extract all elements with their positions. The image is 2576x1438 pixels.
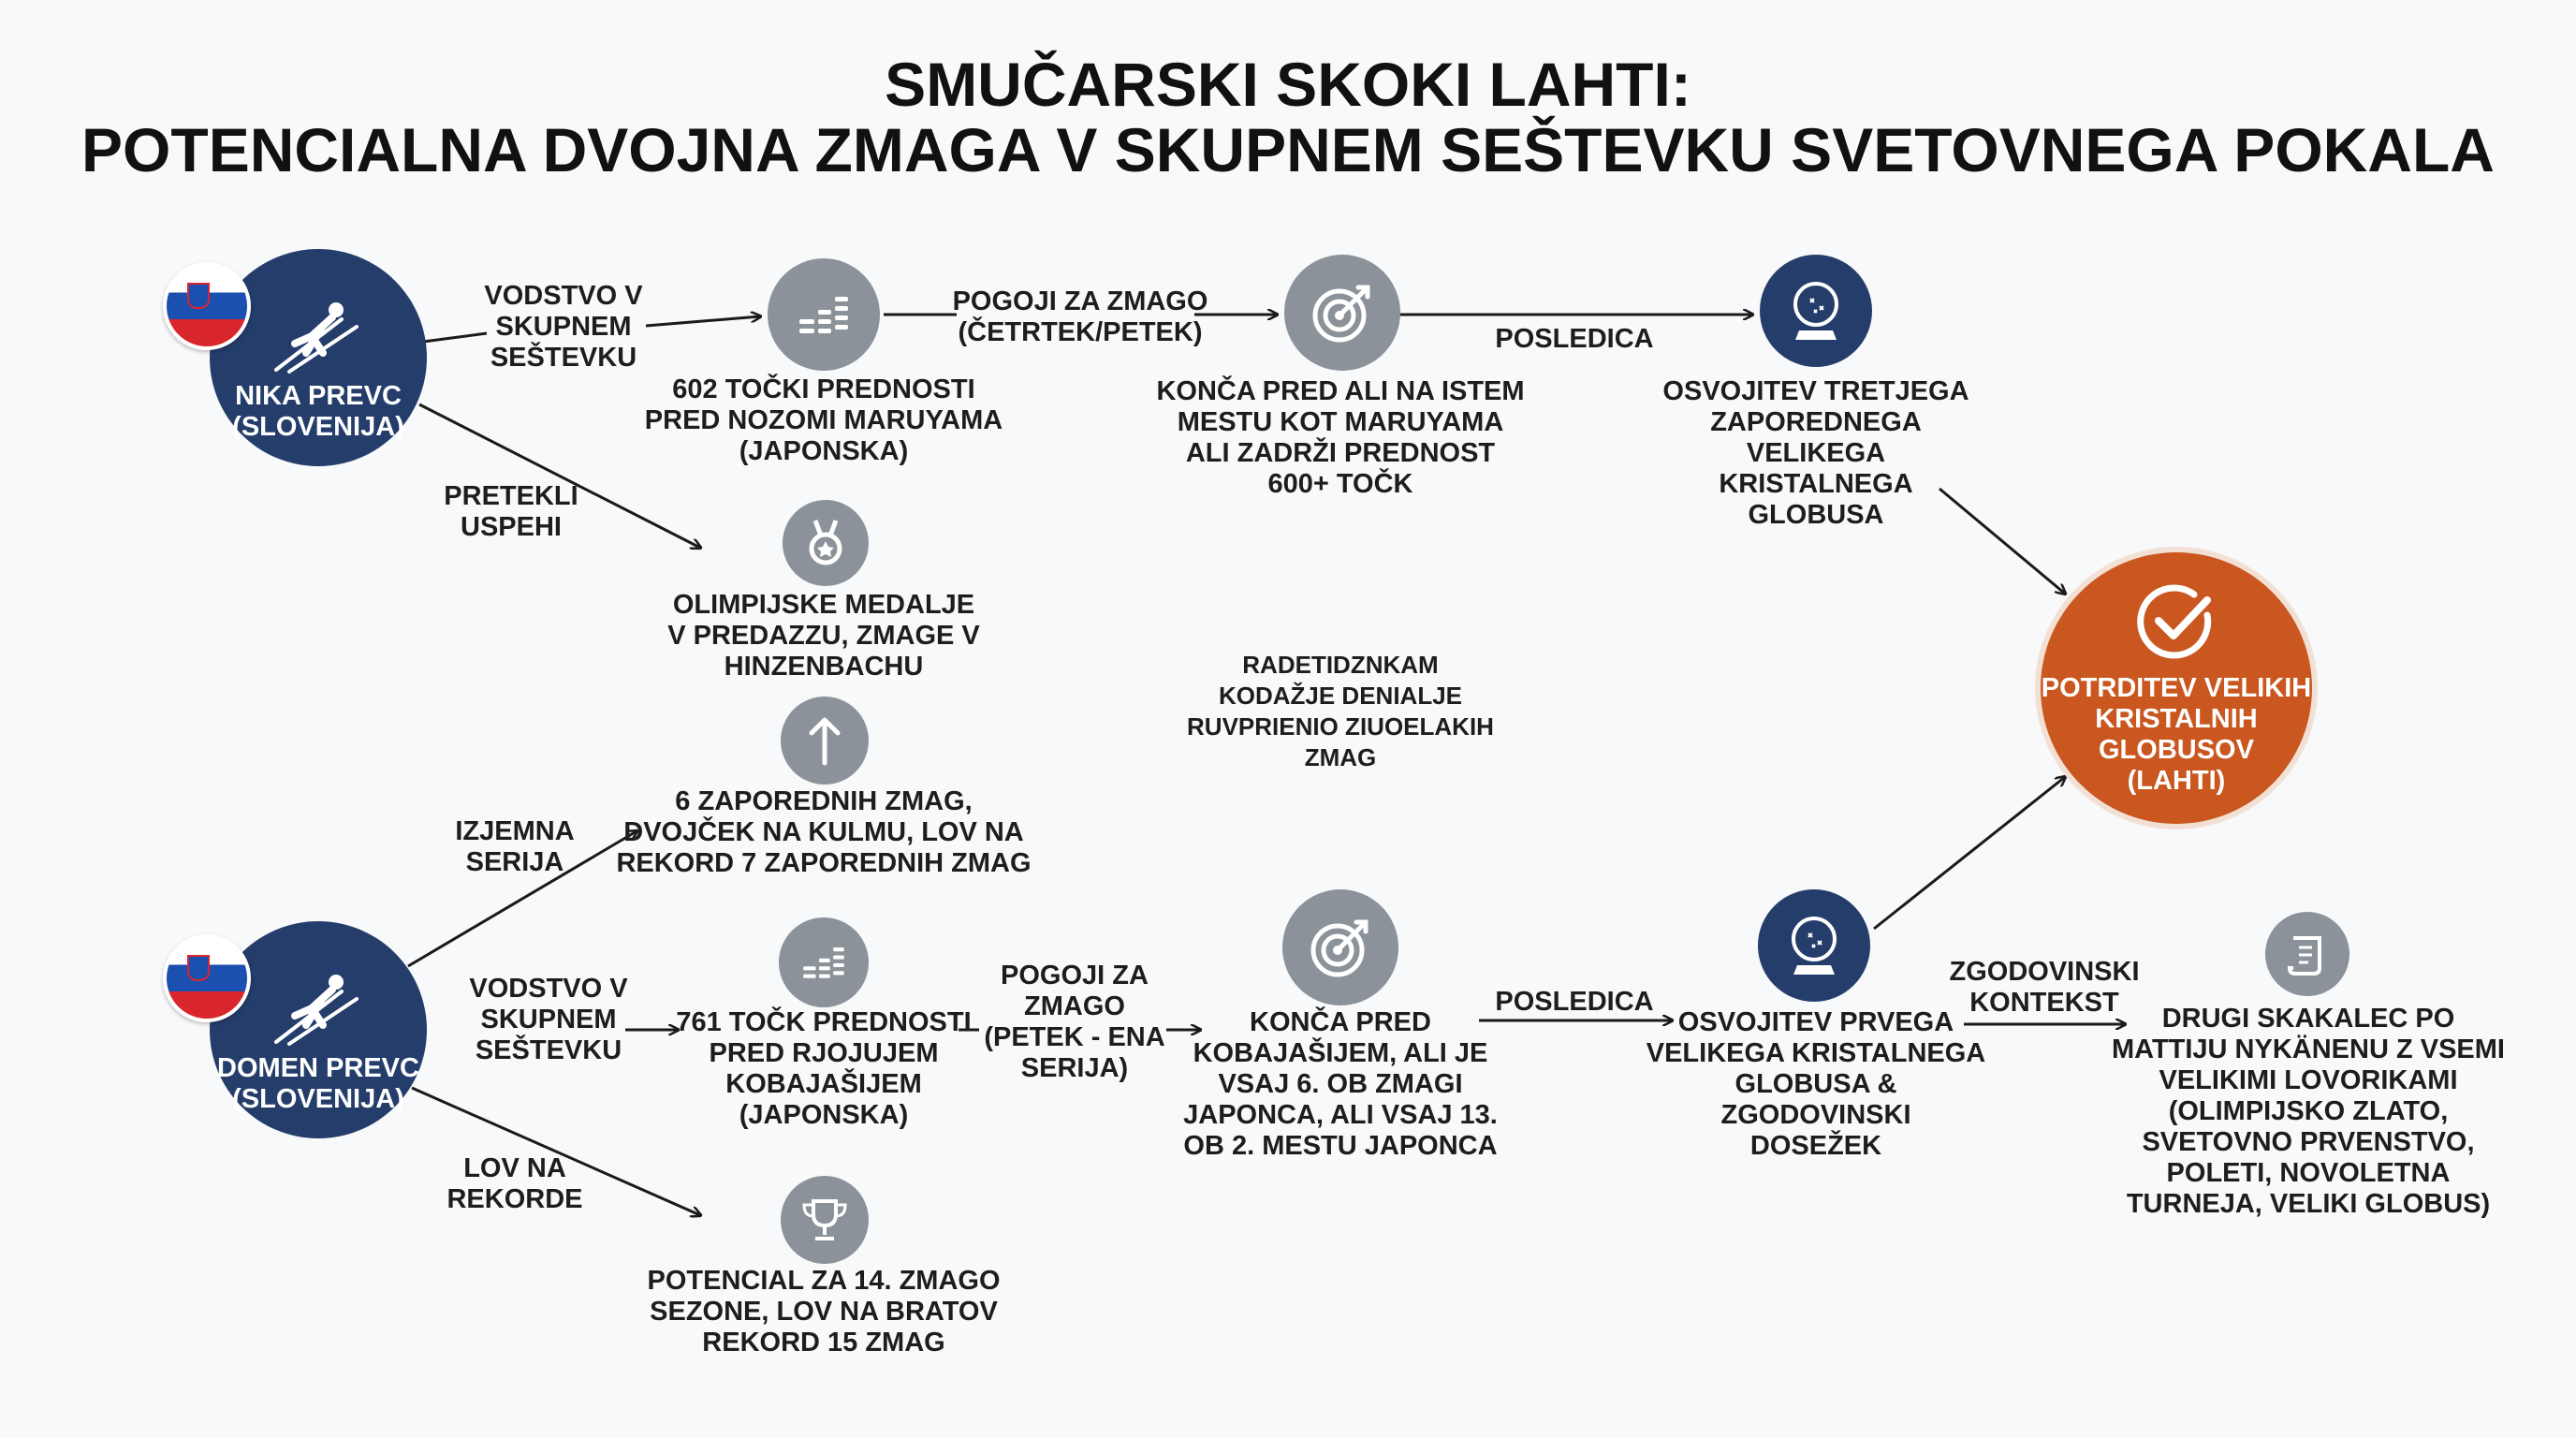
- edge-label-nika-lead: VODSTVO V SKUPNEM SEŠTEVKU: [484, 281, 643, 373]
- edge-label-nika-past: PRETEKLI USPEHI: [444, 481, 578, 542]
- nika-past-text: OLIMPIJSKE MEDALJE V PREDAZZU, ZMAGE V HINZENBACHU: [667, 590, 980, 682]
- edge-label-nika-consequence: POSLEDICA: [1495, 324, 1654, 354]
- arrow-up-icon: [781, 697, 869, 785]
- domen-history-text: DRUGI SKAKALEC PO MATTIJU NYKÄNENU Z VSEMI VELIKIMI LOVORIKAMI (OLIMPIJSKO ZLATO, SVETOVNO PRVENSTVO, POLETI, NOVOLETNA TURNEJA, VELIKI GLOBUS): [2112, 1004, 2505, 1219]
- snow-globe-icon: [1758, 889, 1870, 1002]
- edge-label-domen-lead: VODSTVO V SKUPNEM SEŠTEVKU: [469, 974, 628, 1065]
- nika-name: NIKA PREVC (SLOVENIJA): [232, 381, 404, 442]
- domen-records-text: POTENCIAL ZA 14. ZMAGO SEZONE, LOV NA BRATOV REKORD 15 ZMAG: [647, 1266, 1001, 1357]
- edge-label-domen-history: ZGODOVINSKI KONTEKST: [1949, 957, 2140, 1018]
- points-stack-icon: [779, 917, 869, 1007]
- target-icon: [1284, 255, 1400, 371]
- slovenia-flag-icon: [163, 262, 251, 350]
- arrow-domen-outcome-to-final: [1874, 777, 2065, 929]
- ski-jumper-icon: [267, 971, 370, 1046]
- domen-lead-text: 761 TOČK PREDNOSTI PRED RJOJUJEM KOBAJAŠIJEM (JAPONSKA): [676, 1007, 972, 1130]
- edge-label-nika-condition: POGOJI ZA ZMAGO (ČETRTEK/PETEK): [952, 286, 1208, 347]
- domen-condition-text: KONČA PRED KOBAJAŠIJEM, ALI JE VSAJ 6. OB ZMAGI JAPONCA, ALI VSAJ 13. OB 2. MESTU JAPONCA: [1183, 1007, 1498, 1161]
- domen-series-text: 6 ZAPOREDNIH ZMAG, DVOJČEK NA KULMU, LOV NA REKORD 7 ZAPOREDNIH ZMAG: [616, 786, 1032, 878]
- domen-outcome-text: OSVOJITEV PRVEGA VELIKEGA KRISTALNEGA GLOBUSA & ZGODOVINSKI DOSEŽEK: [1646, 1007, 1986, 1161]
- final-text: POTRDITEV VELIKIH KRISTALNIH GLOBUSOV (LAHTI): [2041, 673, 2312, 796]
- slovenia-flag-icon: [163, 934, 251, 1022]
- trophy-icon: [781, 1176, 869, 1264]
- points-stack-icon: [768, 258, 880, 371]
- arrow-nika-to-lead-2: [646, 316, 760, 326]
- edge-label-domen-condition: POGOJI ZA ZMAGO (PETEK - ENA SERIJA): [984, 961, 1165, 1083]
- final-confirmation-node: [2041, 552, 2312, 824]
- nika-condition-text: KONČA PRED ALI NA ISTEM MESTU KOT MARUYAMA ALI ZADRŽI PREDNOST 600+ TOČK: [1156, 376, 1525, 499]
- checkmark-icon: [2134, 580, 2218, 664]
- snow-globe-icon: [1760, 255, 1872, 367]
- ski-jumper-icon: [267, 299, 370, 374]
- domen-name: DOMEN PREVC (SLOVENIJA): [217, 1053, 419, 1114]
- arrow-nika-to-lead: [423, 333, 487, 342]
- target-icon: [1282, 889, 1398, 1005]
- edge-label-domen-consequence: POSLEDICA: [1495, 987, 1654, 1017]
- page-subtitle: POTENCIALNA DVOJNA ZMAGA V SKUPNEM SEŠTEVKU SVETOVNEGA POKALA: [81, 115, 2495, 184]
- middle-note: RADETIDZNKAM KODAŽJE DENIALJE RUVPRIENIO ZIUOELAKIH ZMAG: [1187, 651, 1494, 771]
- page-title: SMUČARSKI SKOKI LAHTI:: [885, 50, 1691, 119]
- edge-label-domen-records: LOV NA REKORDE: [446, 1153, 583, 1214]
- nika-outcome-text: OSVOJITEV TRETJEGA ZAPOREDNEGA VELIKEGA KRISTALNEGA GLOBUSA: [1662, 376, 1969, 530]
- medal-icon: [783, 500, 869, 586]
- nika-lead-text: 602 TOČKI PREDNOSTI PRED NOZOMI MARUYAMA (JAPONSKA): [644, 374, 1003, 466]
- edge-label-domen-series: IZJEMNA SERIJA: [455, 816, 575, 877]
- scroll-icon: [2265, 912, 2349, 996]
